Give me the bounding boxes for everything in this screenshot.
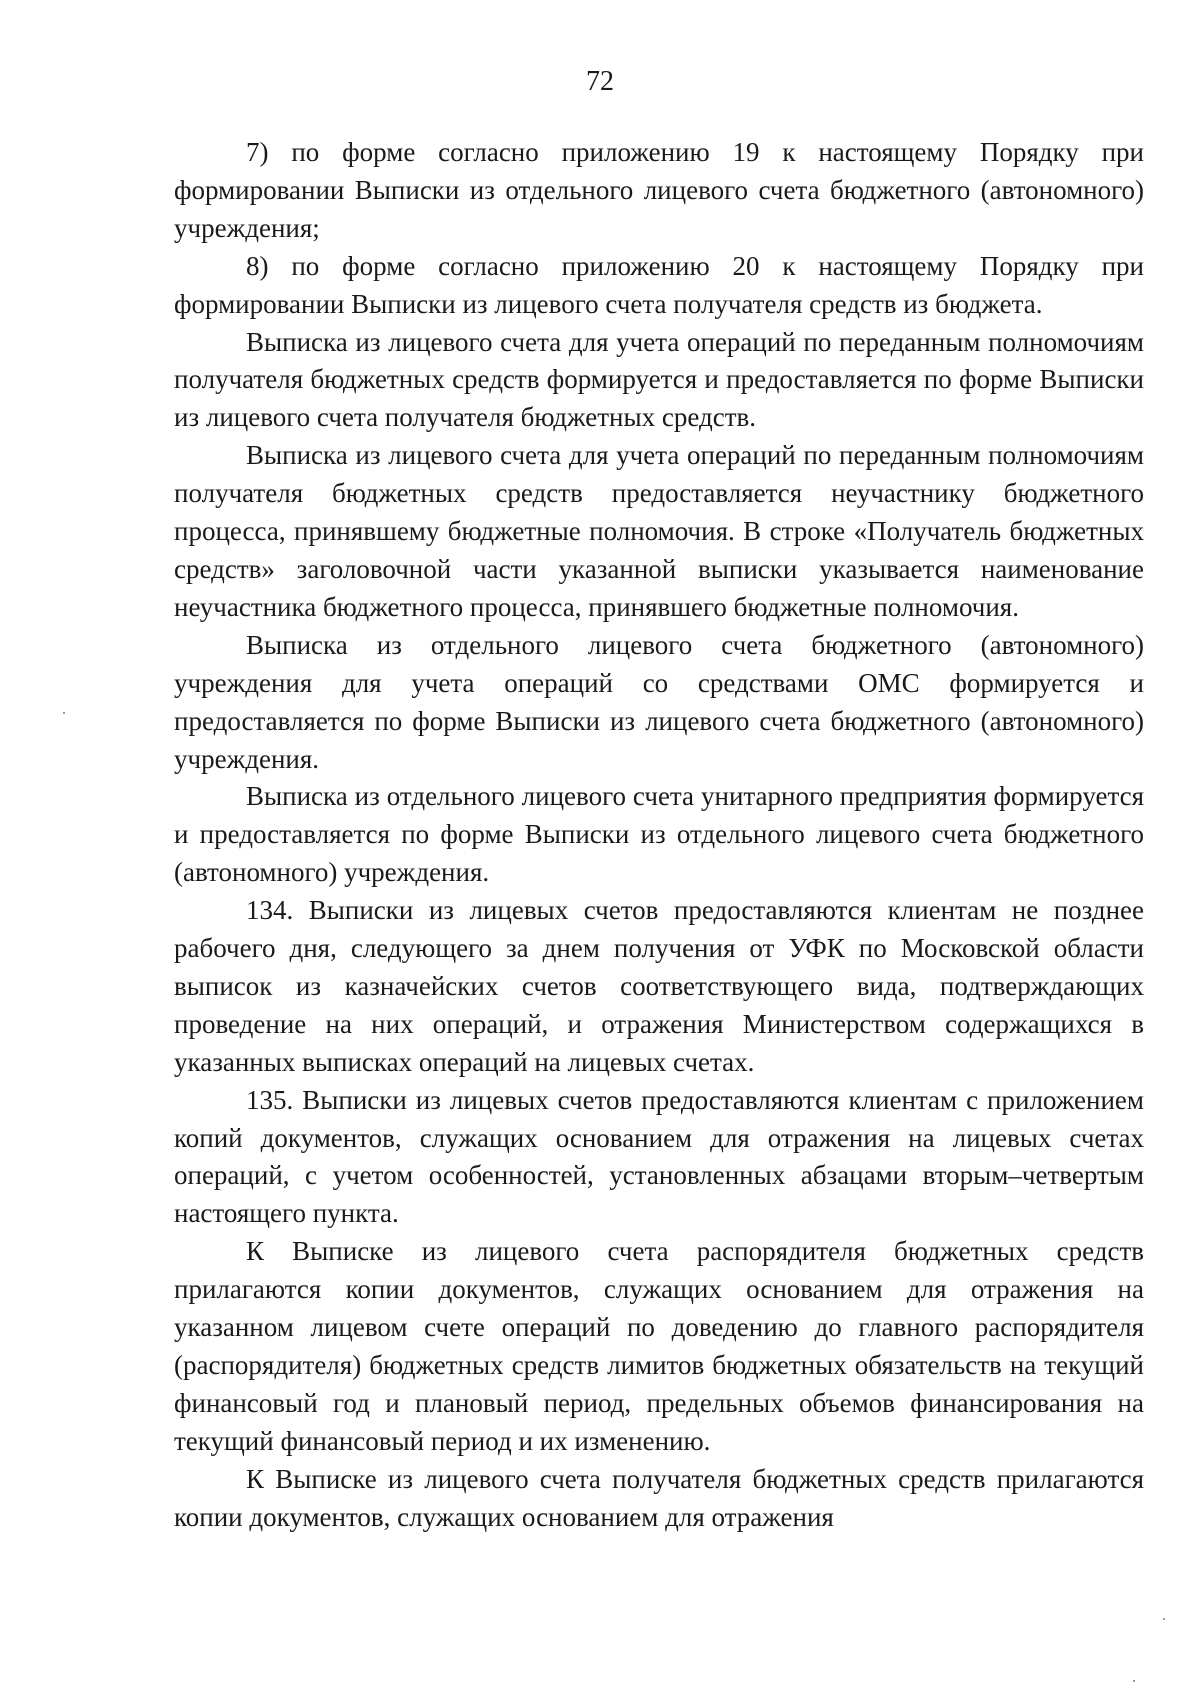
paragraph-statement-unitary-enterprise: Выписка из отдельного лицевого счета унитарного предприятия формируется и предоставляется по форме Выписки из отдельного лицевого счета бюджетного (автономного) учреждения. <box>174 781 1144 888</box>
paragraph-statement-delegated-powers: Выписка из лицевого счета для учета операций по переданным полномочиям получателя бюджетных средств формируется и предоставляется по форме Выписки из лицевого счета получателя бюджетных средств. <box>174 326 1144 433</box>
paragraph-administrator-attachments: К Выписке из лицевого счета распорядителя бюджетных средств прилагаются копии документов, служащих основанием для отражения на указанном лицевом счете операций по доведению до главного распорядителя (распорядителя) бюджетных средств лимитов бюджетных обязательств на текущий финансовый год и плановый период, предельных объемов финансирования на текущий финансовый период и их изменению. <box>174 1236 1144 1456</box>
scan-speck <box>63 712 65 714</box>
paragraph-statement-non-participant: Выписка из лицевого счета для учета операций по переданным полномочиям получателя бюджетных средств предоставляется неучастнику бюджетного процесса, принявшему бюджетные полномочия. В строке «Получатель бюджетных средств» заголовочной части указанной выписки указывается наименование неучастника бюджетного процесса, принявшего бюджетные полномочия. <box>174 440 1144 622</box>
document-body <box>174 134 1144 1537</box>
paragraph-clause-134: 134. Выписки из лицевых счетов предоставляются клиентам не позднее рабочего дня, следующего за днем получения от УФК по Московской области выписок из казначейских счетов соответствующего вида, подтверждающих проведение на них операций, и отражения Министерством содержащихся в указанных выписках операций на лицевых счетах. <box>174 895 1144 1077</box>
paragraph-item-7: 7) по форме согласно приложению 19 к настоящему Порядку при формировании Выписки из отдельного лицевого счета бюджетного (автономного) учреждения; <box>174 137 1144 243</box>
scan-speck <box>1133 1680 1135 1682</box>
paragraph-statement-oms: Выписка из отдельного лицевого счета бюджетного (автономного) учреждения для учета операций со средствами ОМС формируется и предоставляется по форме Выписки из лицевого счета бюджетного (автономного) учреждения. <box>174 629 1144 774</box>
paragraph-clause-135: 135. Выписки из лицевых счетов предоставляются клиентам с приложением копий документов, служащих основанием для отражения на лицевых счетах операций, с учетом особенностей, установленных абзацами вторым–четвертым настоящего пункта. <box>174 1084 1144 1229</box>
scan-speck <box>1163 1618 1165 1620</box>
paragraph-item-8: 8) по форме согласно приложению 20 к настоящему Порядку при формировании Выписки из лицевого счета получателя средств из бюджета. <box>174 250 1144 319</box>
page-number: 72 <box>586 66 614 97</box>
paragraph-recipient-attachments: К Выписке из лицевого счета получателя бюджетных средств прилагаются копии документов, служащих основанием для отражения <box>174 1463 1144 1532</box>
